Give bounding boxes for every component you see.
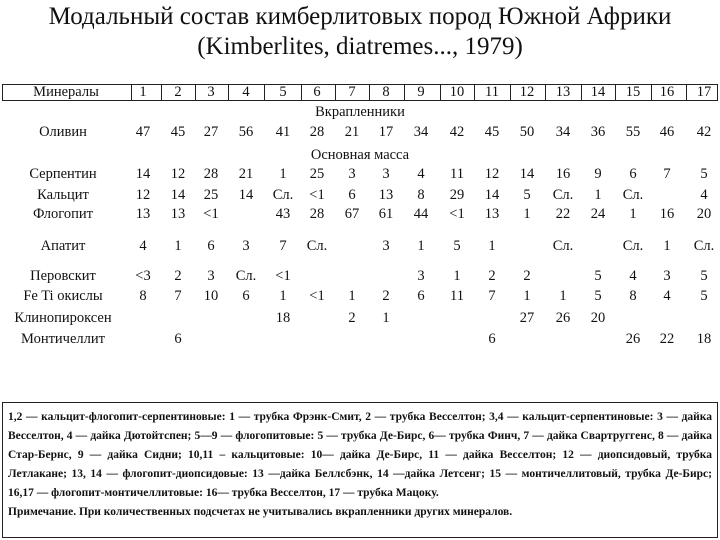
header-minerals: Минералы [33,84,99,100]
table-cell: 3 [417,268,425,284]
table-cell: 43 [275,206,291,222]
table-cell: 36 [590,124,606,140]
table-cell: 47 [135,124,151,140]
column-header: 16 [659,84,675,100]
mineral-name: Оливин [39,124,87,140]
column-divider [510,84,511,101]
legend-text: 1,2 — кальцит-флогопит-серпентиновые: 1 — трубка Фрэнк-Смит, 2 — трубка Весселтон; 3,4 — кальцит-серпентиновые: 3 — дайка Весселтон, 4 — дайка Дютойтспен; 5—9 — флогопитовые: 5 — трубка Де-Бирс, 6— трубка Финч, 7 — дайка Свартруггенс, 8 — дайка Стар-Бернс, 9 — дайка Сидни; 10,11 – кальцитовые: 10— дайка Де-Бирс, 11 — дайка Весселтон; 12 — диопсидовый, трубка Летлакане; 13, 14 — флогопит-диопсидовые: 13 —дайка Беллсбэнк, 14 —дайка Летсенг; 15 — монтичеллитовый, трубка Де-Бирс; 16,17 — флогопит-монтичеллитовые: 16— трубка Весселтон, 17 — трубка Мацоку. [8,411,712,499]
table-cell: 42 [449,124,465,140]
column-divider [228,84,229,101]
table-cell: 3 [382,238,390,254]
column-header: 11 [485,84,499,100]
mineral-name: Fe Ti окислы [23,288,103,304]
table-cell: Сл. [272,187,294,203]
table-cell: 12 [170,166,186,182]
table-cell: 1 [559,288,567,304]
table-cell: 26 [625,331,641,347]
table-cell: 27 [203,124,219,140]
mineral-name: Монтичеллит [21,331,105,347]
table-cell: 11 [450,166,464,182]
table-cell: 14 [519,166,535,182]
table-cell: 4 [629,268,637,284]
table-cell: 14 [238,187,254,203]
table-cell: 28 [309,206,325,222]
table-cell: 16 [555,166,571,182]
table-cell: 9 [594,166,602,182]
table-cell: 7 [663,166,671,182]
table-cell: 3 [348,166,356,182]
table-cell: 45 [484,124,500,140]
table-cell: Сл. [552,187,574,203]
table-cell: 14 [170,187,186,203]
table-cell: 14 [484,187,500,203]
table-cell: 2 [523,268,531,284]
table-cell: 4 [139,238,147,254]
table-cell: 1 [663,238,671,254]
table-cell: 7 [488,288,496,304]
mineral-name: Серпентин [29,166,97,182]
table-cell: 56 [238,124,254,140]
table-cell: 25 [309,166,325,182]
column-header: 7 [348,84,356,100]
table-cell: 1 [382,310,390,326]
table-cell: 3 [207,268,215,284]
table-cell: 34 [413,124,429,140]
table-cell: 1 [453,268,461,284]
notes-text [8,408,712,522]
column-header: 3 [207,84,215,100]
table-cell: 5 [453,238,461,254]
column-header: 4 [242,84,250,100]
page-title: Модальный состав кимберлитовых пород Южной Африки [48,3,672,30]
column-header: 12 [519,84,535,100]
table-cell: 44 [413,206,429,222]
table-cell: 3 [382,166,390,182]
table-cell: 5 [523,187,531,203]
table-cell: <1 [309,288,325,304]
table-cell: 28 [309,124,325,140]
table-cell: Сл. [235,268,257,284]
table-cell: 1 [279,166,287,182]
column-header: 9 [417,84,425,100]
table-cell: 4 [663,288,671,304]
table-cell: 61 [378,206,394,222]
column-header: 1 [139,84,147,100]
table-cell: 14 [135,166,151,182]
table-cell: Сл. [552,238,574,254]
table-cell: 20 [590,310,606,326]
table-cell: 5 [594,268,602,284]
column-divider [131,84,132,101]
table-cell: <1 [449,206,465,222]
table-cell: 1 [279,288,287,304]
column-divider [474,84,475,101]
table-cell: 55 [625,124,641,140]
table-cell: 20 [696,206,712,222]
table-cell: 4 [417,166,425,182]
table-cell: 1 [629,206,637,222]
column-header: 14 [590,84,606,100]
table-cell: 4 [700,187,708,203]
column-divider [161,84,162,101]
column-divider [545,84,546,101]
table-cell: 41 [275,124,291,140]
table-cell: 6 [174,331,182,347]
table-header-row [2,84,718,101]
table-cell: 8 [417,187,425,203]
table-cell: 5 [594,288,602,304]
table-cell: 50 [519,124,535,140]
table-cell: 13 [484,206,500,222]
column-header: 17 [696,84,712,100]
table-cell: 2 [174,268,182,284]
table-cell: 25 [203,187,219,203]
column-divider [369,84,370,101]
column-divider [301,84,302,101]
table-cell: 5 [700,288,708,304]
table-cell: 21 [344,124,360,140]
table-cell: 18 [275,310,291,326]
column-divider [440,84,441,101]
column-header: 5 [279,84,287,100]
table-cell: 42 [696,124,712,140]
table-cell: <1 [309,187,325,203]
table-cell: <1 [203,206,219,222]
table-cell: 2 [348,310,356,326]
table-cell: 12 [484,166,500,182]
page-subtitle: (Kimberlites, diatremes..., 1979) [197,33,523,60]
table-cell: 13 [135,206,151,222]
column-header: 8 [382,84,390,100]
table-cell: Сл. [306,238,328,254]
table-cell: 46 [659,124,675,140]
table-cell: 26 [555,310,571,326]
column-header: 15 [625,84,641,100]
table-cell: 2 [488,268,496,284]
table-cell: <1 [275,268,291,284]
table-cell: 6 [348,187,356,203]
table-cell: 5 [700,166,708,182]
table-cell: 18 [696,331,712,347]
table-cell: 27 [519,310,535,326]
table-cell: 1 [417,238,425,254]
table-cell: 1 [523,288,531,304]
table-cell: 5 [700,268,708,284]
section-heading-groundmass: Основная масса [310,147,410,163]
table-cell: 7 [174,288,182,304]
column-divider [404,84,405,101]
table-cell: 11 [450,288,464,304]
table-cell: 1 [488,238,496,254]
table-cell: 22 [555,206,571,222]
table-cell: 21 [238,166,254,182]
column-divider [264,84,265,101]
table-cell: 8 [139,288,147,304]
column-divider [581,84,582,101]
table-cell: 6 [417,288,425,304]
table-cell: 2 [382,288,390,304]
table-cell: 34 [555,124,571,140]
table-cell: 6 [629,166,637,182]
table-cell: 17 [378,124,394,140]
table-cell: 24 [590,206,606,222]
column-divider [335,84,336,101]
column-divider [686,84,687,101]
table-cell: 1 [174,238,182,254]
mineral-name: Кальцит [37,187,89,203]
table-cell: 67 [344,206,360,222]
table-cell: 6 [488,331,496,347]
table-cell: 28 [203,166,219,182]
table-cell: 22 [659,331,675,347]
table-cell: 13 [378,187,394,203]
remark-text: Примечание. При количественных подсчетах не учитывались вкрапленники других минералов. [8,506,513,518]
table-cell: 1 [348,288,356,304]
column-divider [615,84,616,101]
section-heading-phenocrysts: Вкрапленники [315,104,405,120]
mineral-name: Перовскит [30,268,96,284]
column-header: 6 [313,84,321,100]
table-cell: 6 [207,238,215,254]
table-cell: 1 [594,187,602,203]
mineral-name: Апатит [40,238,86,254]
column-header: 13 [555,84,571,100]
table-cell: 10 [203,288,219,304]
table-cell: 6 [242,288,250,304]
table-cell: 3 [663,268,671,284]
column-header: 10 [449,84,465,100]
table-cell: 16 [659,206,675,222]
column-divider [651,84,652,101]
table-cell: 1 [523,206,531,222]
mineral-name: Клинопироксен [14,310,112,326]
mineral-name: Флогопит [33,206,93,222]
table-cell: 12 [135,187,151,203]
table-cell: 7 [279,238,287,254]
table-cell: Сл. [622,187,644,203]
table-cell: Сл. [693,238,715,254]
table-cell: 45 [170,124,186,140]
table-cell: 29 [449,187,465,203]
table-cell: 8 [629,288,637,304]
table-cell: Сл. [622,238,644,254]
table-cell: 3 [242,238,250,254]
table-cell: <3 [135,268,151,284]
column-header: 2 [174,84,182,100]
column-divider [195,84,196,101]
table-cell: 13 [170,206,186,222]
